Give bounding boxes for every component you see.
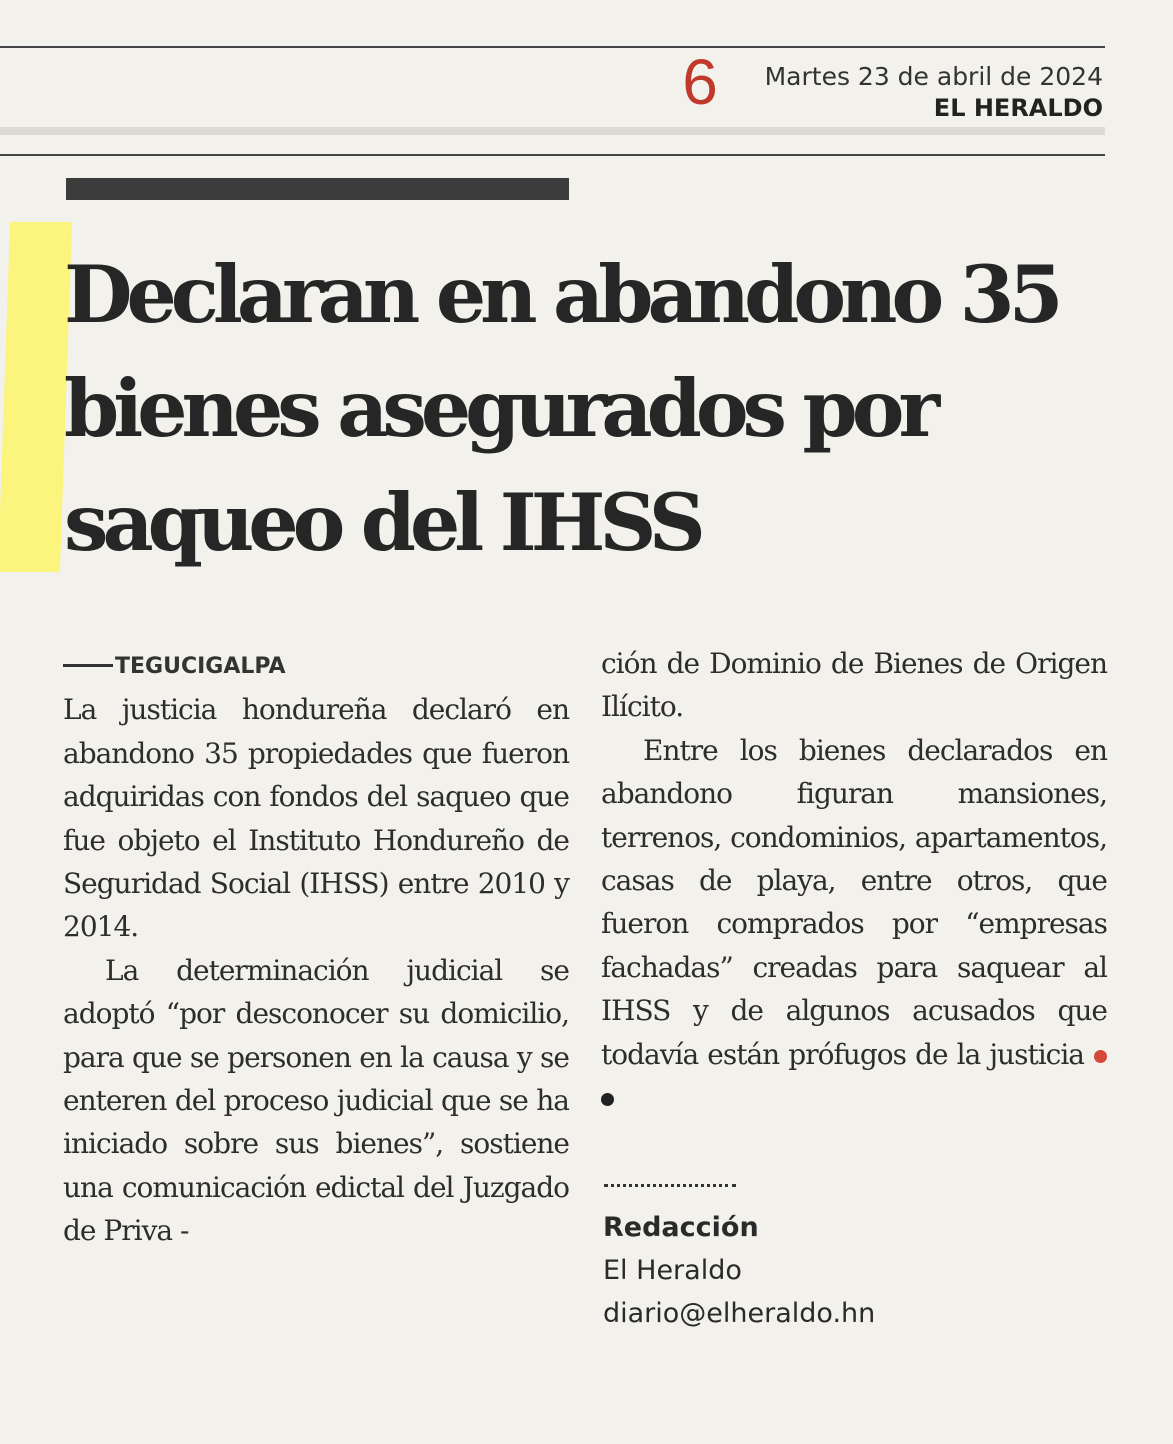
- byline: [603, 1206, 875, 1335]
- header-bottom-rule: [0, 154, 1105, 156]
- publication-date: Martes 23 de abril de 2024: [764, 62, 1103, 91]
- highlighter-mark: [0, 222, 72, 572]
- section-kicker-bar: [66, 178, 569, 200]
- newspaper-name: EL HERALDO: [933, 94, 1103, 122]
- headline: Declaran en abandono 35 bienes asegurados por saqueo del IHSS: [64, 248, 1058, 569]
- paragraph-1: [63, 642, 569, 949]
- header-band: [0, 127, 1105, 135]
- article-column-right: [601, 642, 1107, 1119]
- page-number: 6: [682, 46, 718, 118]
- byline-author: Redacción: [603, 1212, 759, 1243]
- article-column-left: [63, 642, 569, 1253]
- byline-email: diario@elheraldo.hn: [603, 1298, 876, 1329]
- paragraph-2: La determinación judicial se adoptó “por desconocer su domicilio, para que se personen en la causa y se enteren del proceso judicial que se ha iniciado sobre sus bienes”, sostiene una comunicación edictal del Juzgado de Priva -: [63, 953, 569, 1248]
- header-top-rule: [0, 46, 1105, 48]
- dateline-city: TEGUCIGALPA: [115, 654, 286, 679]
- byline-separator: [604, 1184, 736, 1187]
- paragraph-4: [601, 729, 1107, 1120]
- end-mark-black-dot-icon: [601, 1093, 614, 1106]
- dateline-rule: [63, 664, 113, 667]
- paragraph-3: ción de Dominio de Bienes de Origen Ilícito.: [601, 647, 1107, 724]
- paragraph-4-text: Entre los bienes declarados en abandono figuran mansiones, terrenos, condominios, apartamentos, casas de playa, entre otros, que fueron comprados por “empresas fachadas” creadas para saquear al IHSS y de algunos acusados que todavía están prófugos de la justicia: [601, 733, 1107, 1071]
- paragraph-1-text: La justicia hondureña declaró en abandono 35 propiedades que fueron adquiridas con fondos del saqueo que fue objeto el Instituto Hondureño de Seguridad Social (IHSS) entre 2010 y 2014.: [63, 693, 569, 944]
- byline-outlet: El Heraldo: [603, 1255, 742, 1286]
- end-mark-red-dot-icon: [1094, 1050, 1107, 1063]
